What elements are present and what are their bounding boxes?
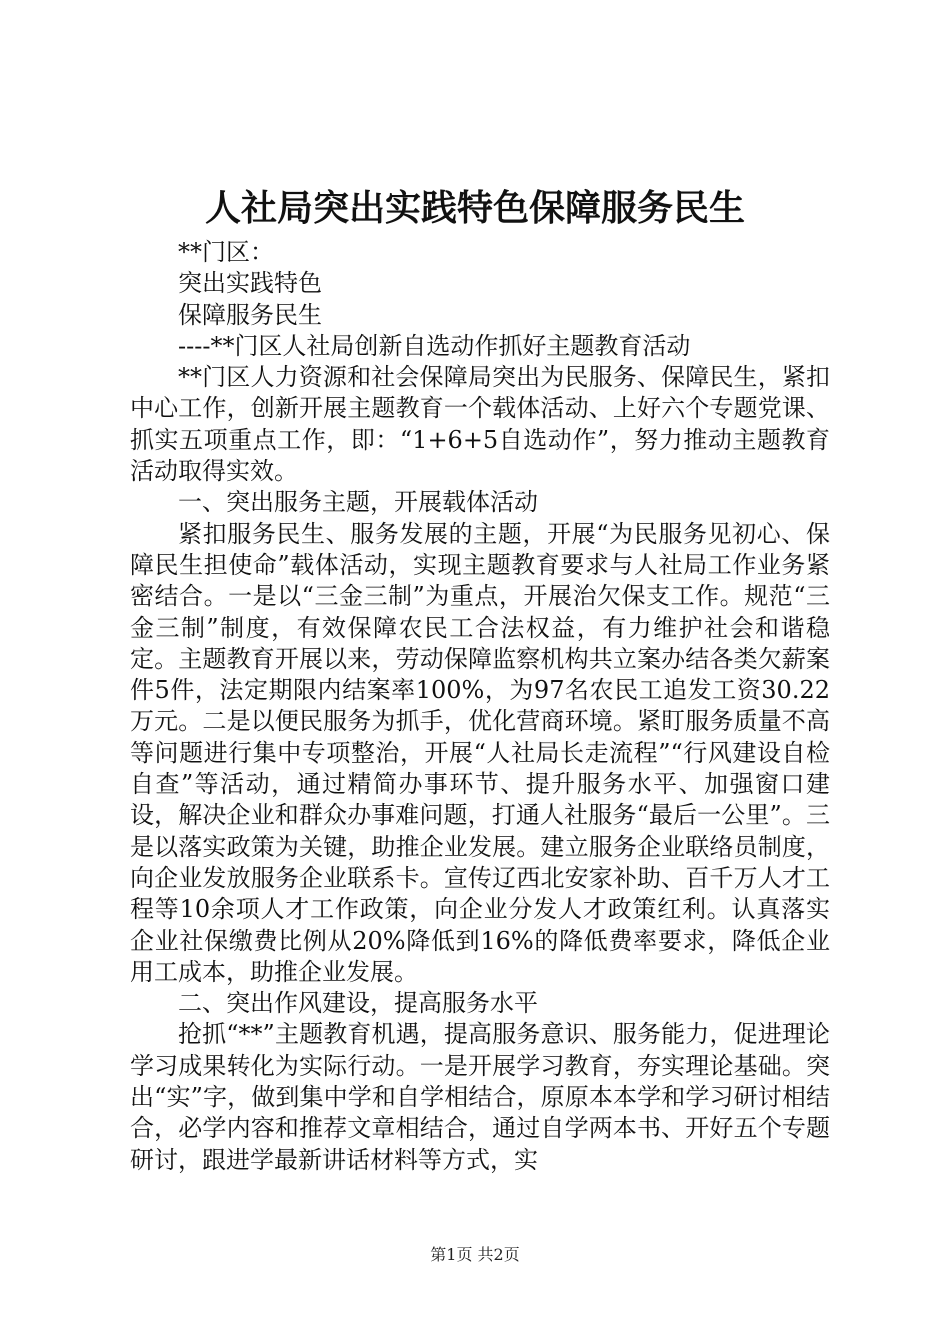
paragraph-intro: **门区人力资源和社会保障局突出为民服务、保障民生，紧扣中心工作，创新开展主题教育一个载体活动、上好六个专题党课、抓实五项重点工作，即：“1+6+5自选动作”，努力推动主题教育活动取得实效。 bbox=[130, 363, 830, 486]
paragraph-subtitle-dash: ----**门区人社局创新自选动作抓好主题教育活动 bbox=[178, 331, 691, 360]
paragraph-section-2: 抢抓“**”主题教育机遇，提高服务意识、服务能力，促进理论学习成果转化为实际行动。一是开展学习教育，夯实理论基础。突出“实”字，做到集中学和自学相结合，原原本本学和学习研讨相结合，必学内容和推荐文章相结合，通过自学两本书、开好五个专题研讨，跟进学最新讲话材料等方式，实 bbox=[130, 1020, 830, 1174]
document-body bbox=[130, 237, 830, 1176]
section-heading-2: 二、突出作风建设，提高服务水平 bbox=[178, 989, 538, 1018]
document-title: 人社局突出实践特色保障服务民生 bbox=[204, 187, 745, 229]
paragraph-subtitle-line-1: 突出实践特色 bbox=[178, 269, 322, 298]
paragraph-section-1: 紧扣服务民生、服务发展的主题，开展“为民服务见初心、保障民生担使命”载体活动，实现主题教育要求与人社局工作业务紧密结合。一是以“三金三制”为重点，开展治欠保支工作。规范“三金三制”制度，有效保障农民工合法权益，有力维护社会和谐稳定。主题教育开展以来，劳动保障监察机构共立案办结各类欠薪案件5件，法定期限内结案率100%，为97名农民工追发工资30.22万元。二是以便民服务为抓手，优化营商环境。紧盯服务质量不高等问题进行集中专项整治，开展“人社局长走流程”“行风建设自检自查”等活动，通过精简办事环节、提升服务水平、加强窗口建设，解决企业和群众办事难问题，打通人社服务“最后一公里”。三是以落实政策为关键，助推企业发展。建立服务企业联络员制度，向企业发放服务企业联系卡。宣传辽西北安家补助、百千万人才工程等10余项人才工作政策，向企业分发人才政策红利。认真落实企业社保缴费比例从20%降低到16%的降低费率要求，降低企业用工成本，助推企业发展。 bbox=[130, 519, 830, 986]
paragraph-subtitle-line-2: 保障服务民生 bbox=[178, 300, 322, 329]
paragraph-salutation: **门区： bbox=[178, 238, 274, 266]
page-footer: 第1页 共2页 bbox=[430, 1245, 520, 1264]
section-heading-1: 一、突出服务主题，开展载体活动 bbox=[178, 488, 538, 517]
